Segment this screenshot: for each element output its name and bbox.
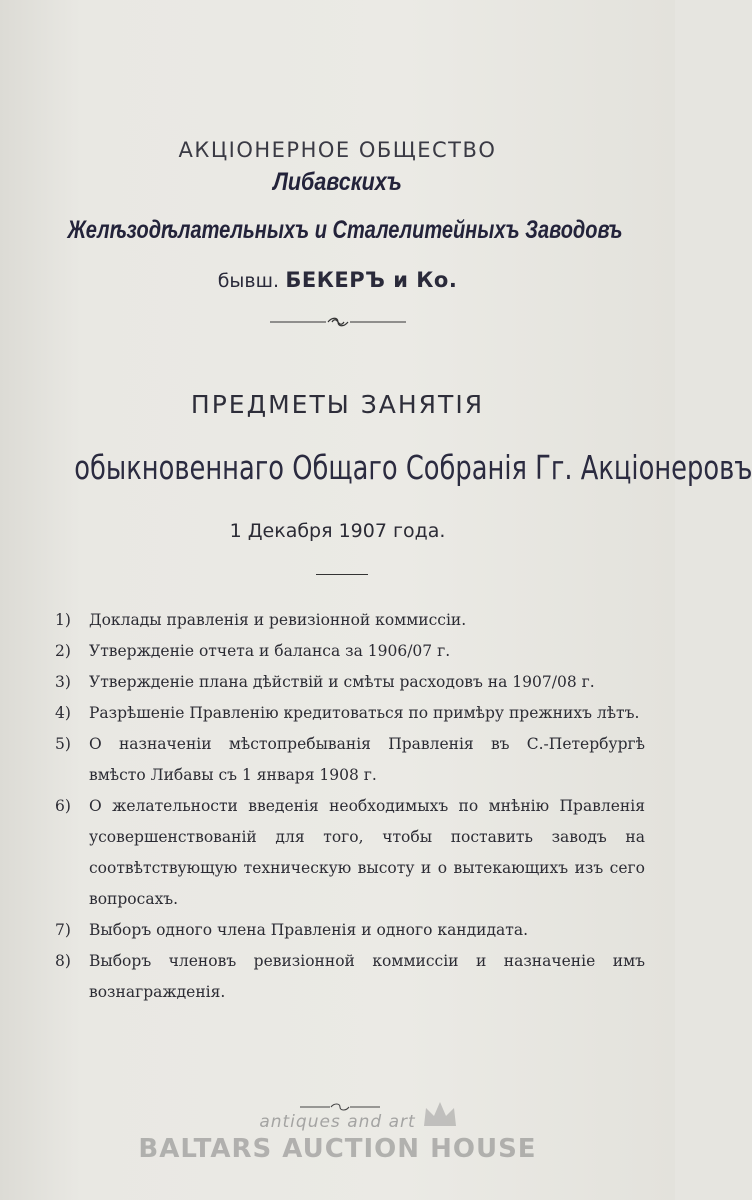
- agenda-list: [55, 605, 645, 1008]
- agenda-item-text: О желательности введенія необходимыхъ по мнѣнію Правленія усовершенствованій для того, чтобы поставить заводъ на соотвѣтствующую техническую высоту и о вытекающихъ изъ сего вопросахъ.: [89, 797, 645, 908]
- subjects-title: ПРЕДМЕТЫ ЗАНЯТІЯ: [190, 390, 485, 419]
- agenda-item-number: 3): [55, 673, 71, 691]
- agenda-item-text: Утвержденіе плана дѣйствій и смѣты расходовъ на 1907/08 г.: [89, 673, 595, 691]
- meeting-title: обыкновеннаго Общаго Собранія Гг. Акціонеровъ: [74, 448, 752, 487]
- agenda-item: [55, 698, 645, 729]
- agenda-item-text: Выборъ членовъ ревизіонной коммиссіи и назначеніе имъ вознагражденія.: [89, 952, 645, 1001]
- agenda-item-number: 2): [55, 642, 71, 660]
- agenda-item-number: 6): [55, 797, 71, 815]
- agenda-item: [55, 605, 645, 636]
- company-name-line1: Либавскихъ: [273, 168, 402, 196]
- agenda-item: [55, 729, 645, 791]
- former-name: БЕКЕРЪ и Ко.: [285, 268, 458, 292]
- watermark-tagline: antiques and art: [259, 1112, 416, 1132]
- agenda-item: [55, 946, 645, 1008]
- meeting-date: 1 Декабря 1907 года.: [229, 520, 446, 542]
- company-name-line2: Желѣзодѣлательныхъ и Сталелитейныхъ Заводовъ: [67, 216, 623, 244]
- agenda-item-number: 8): [55, 952, 71, 970]
- former-owner: [0, 268, 675, 292]
- agenda-item: [55, 667, 645, 698]
- agenda-item-number: 4): [55, 704, 71, 722]
- former-prefix: бывш.: [217, 270, 280, 292]
- divider-rule: [316, 574, 368, 575]
- watermark-brand: BALTARS AUCTION HOUSE: [138, 1134, 537, 1164]
- agenda-item-text: Доклады правленія и ревизіонной коммиссіи.: [89, 611, 467, 629]
- agenda-item-text: Разрѣшеніе Правленію кредитоваться по примѣру прежнихъ лѣтъ.: [89, 704, 640, 722]
- company-type: АКЦІОНЕРНОЕ ОБЩЕСТВО: [178, 138, 497, 162]
- agenda-item-text: Выборъ одного члена Правленія и одного кандидата.: [89, 921, 529, 939]
- agenda-item: [55, 636, 645, 667]
- agenda-item: [55, 915, 645, 946]
- agenda-item-text: Утвержденіе отчета и баланса за 1906/07 г.: [89, 642, 451, 660]
- agenda-item-number: 5): [55, 735, 71, 753]
- agenda-item-number: 1): [55, 611, 71, 629]
- agenda-item-number: 7): [55, 921, 71, 939]
- ornament-divider-top: [270, 315, 406, 329]
- agenda-item: [55, 791, 645, 915]
- agenda-item-text: О назначеніи мѣстопребыванія Правленія въ С.-Петербургѣ вмѣсто Либавы съ 1 января 1908 г.: [89, 735, 645, 784]
